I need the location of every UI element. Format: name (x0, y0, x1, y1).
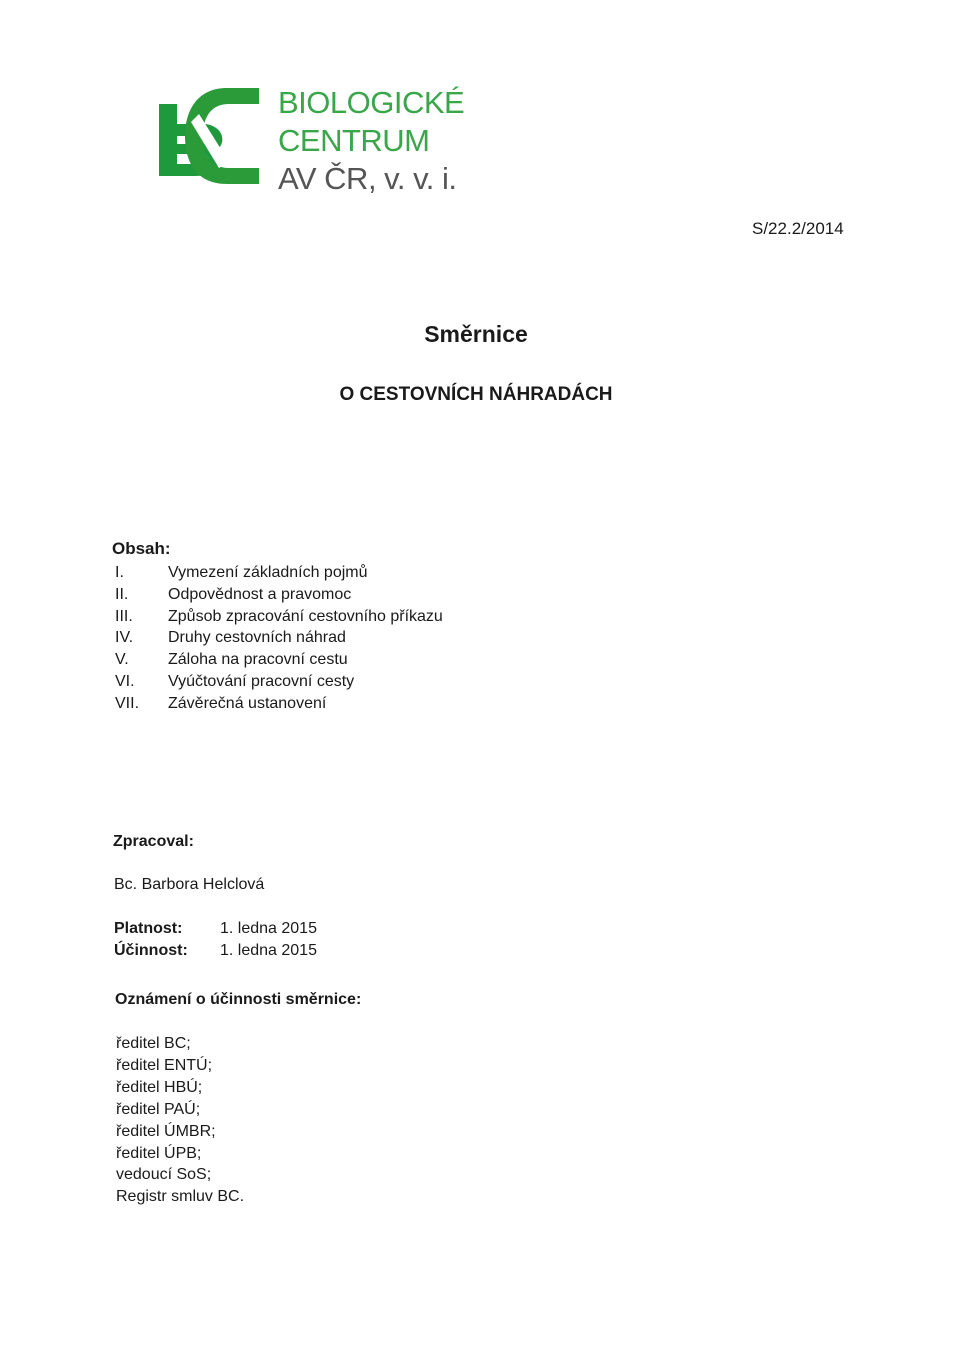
effective-label: Účinnost: (114, 942, 188, 959)
bc-logo-mark (155, 84, 265, 188)
toc-item-number: III. (115, 607, 133, 625)
logo-line-3: AV ČR, v. v. i. (278, 161, 457, 196)
toc-item-text: Odpovědnost a pravomoc (168, 585, 352, 603)
institution-logo (155, 84, 475, 194)
validity-value: 1. ledna 2015 (220, 920, 317, 937)
toc-item-number: IV. (115, 629, 134, 647)
toc-heading: Obsah: (112, 539, 171, 558)
prepared-by-name: Bc. Barbora Helclová (114, 876, 265, 893)
toc-item-number: VII. (115, 694, 140, 712)
toc-item (115, 584, 443, 606)
document-code: S/22.2/2014 (752, 219, 844, 238)
toc-item-number: I. (115, 564, 124, 581)
toc-item-text: Druhy cestovních náhrad (168, 629, 346, 647)
toc-item-text: Vyúčtování pracovní cesty (168, 672, 355, 690)
recipient-item: ředitel HBÚ; (116, 1078, 203, 1096)
recipient-item: ředitel BC; (116, 1035, 191, 1052)
toc-item-number: VI. (115, 672, 135, 690)
toc-item-text: Způsob zpracování cestovního příkazu (168, 607, 443, 625)
toc-item-text: Vymezení základních pojmů (168, 564, 368, 581)
document-subtitle: O CESTOVNÍCH NÁHRADÁCH (339, 384, 613, 405)
toc-item-text: Závěrečná ustanovení (168, 694, 327, 712)
toc-item-number: II. (115, 585, 129, 603)
document-title: Směrnice (424, 321, 528, 347)
recipient-item: ředitel ÚPB; (116, 1144, 202, 1162)
toc-item (115, 562, 443, 584)
recipient-item: Registr smluv BC. (116, 1188, 245, 1206)
toc-item-number: V. (115, 651, 129, 669)
notification-heading: Oznámení o účinnosti směrnice: (115, 991, 362, 1008)
recipient-item: vedoucí SoS; (116, 1166, 212, 1184)
effective-value: 1. ledna 2015 (220, 942, 317, 959)
logo-wordmark (278, 84, 464, 198)
toc-item (115, 693, 443, 715)
recipient-item: ředitel ÚMBR; (116, 1122, 216, 1140)
validity-label: Platnost: (114, 920, 183, 937)
recipient-item: ředitel ENTÚ; (116, 1056, 213, 1074)
toc-item-text: Záloha na pracovní cestu (168, 651, 348, 669)
prepared-by-label: Zpracoval: (113, 833, 194, 850)
logo-line-1: BIOLOGICKÉ (278, 85, 465, 120)
toc-item (115, 606, 443, 628)
recipient-item: ředitel PAÚ; (116, 1100, 201, 1118)
validity-row (114, 920, 317, 938)
notification-recipients (116, 1033, 244, 1208)
toc-item (115, 627, 443, 649)
toc-item (115, 671, 443, 693)
logo-line-2: CENTRUM (278, 123, 430, 158)
effective-row (114, 942, 317, 960)
toc-item (115, 649, 443, 671)
table-of-contents (115, 562, 443, 715)
